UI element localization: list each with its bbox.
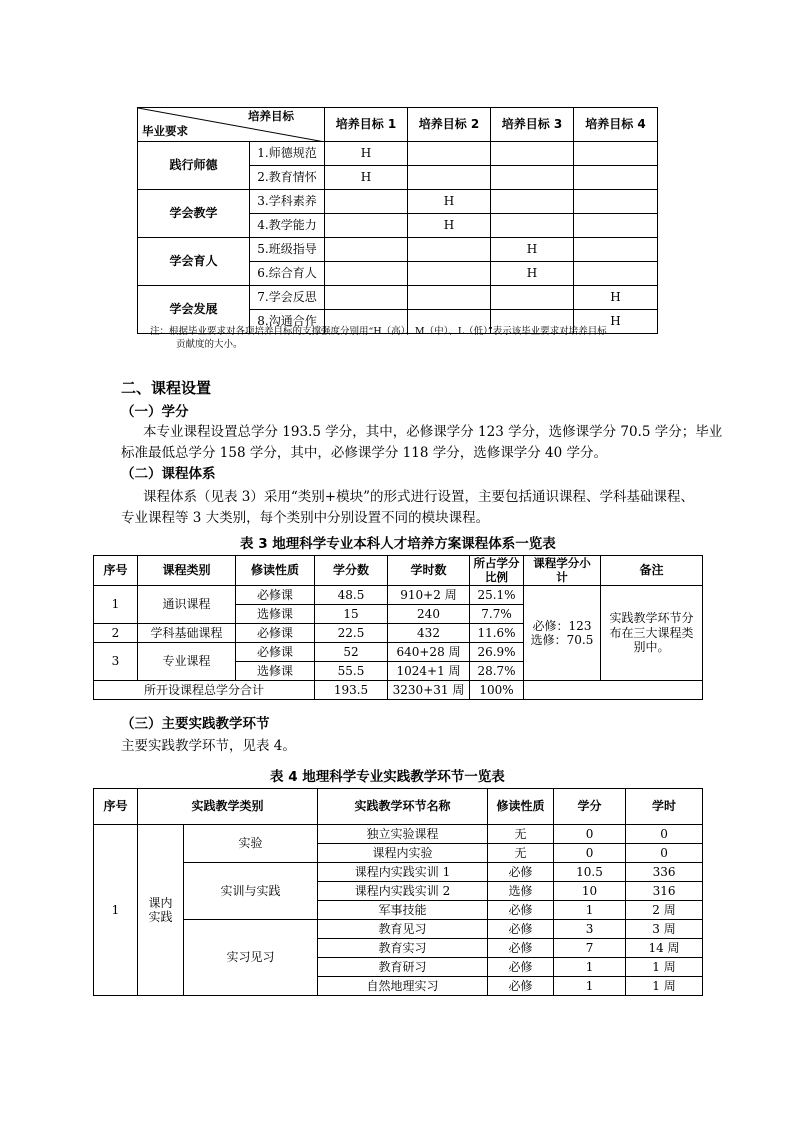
header-cell: 学时 — [626, 789, 703, 825]
credits: 55.5 — [315, 662, 388, 681]
practice-teaching-table — [93, 788, 703, 996]
mark-cell — [408, 286, 491, 310]
credits: 48.5 — [315, 586, 388, 605]
practice-hours: 336 — [626, 863, 703, 882]
hours: 240 — [388, 605, 470, 624]
practice-type: 无 — [488, 825, 554, 844]
mark-cell: H — [491, 262, 574, 286]
total-ratio: 100% — [470, 681, 524, 700]
practice-subcategory: 实验 — [184, 825, 318, 863]
requirement-item: 2.教育情怀 — [250, 166, 325, 190]
subtotal-elective: 选修：70.5 — [530, 633, 594, 647]
credits: 22.5 — [315, 624, 388, 643]
header-cell: 课程学分小计 — [524, 556, 601, 586]
mark-cell — [574, 142, 658, 166]
mark-cell — [574, 262, 658, 286]
practice-subcategory: 实习见习 — [184, 920, 318, 996]
empty-cell — [524, 681, 703, 700]
paragraph-line: 标准最低总学分 158 学分，其中，必修课学分 118 学分，选修课学分 40 学分。 — [121, 445, 607, 461]
header-cell: 所占学分比例 — [470, 556, 524, 586]
header-cell: 修读性质 — [236, 556, 315, 586]
mark-cell — [325, 190, 408, 214]
requirement-item: 1.师德规范 — [250, 142, 325, 166]
graduation-goal-matrix — [137, 107, 658, 334]
practice-type: 必修 — [488, 920, 554, 939]
header-cell: 序号 — [94, 789, 138, 825]
requirement-item: 7.学会反思 — [250, 286, 325, 310]
practice-name: 军事技能 — [318, 901, 488, 920]
mark-cell — [574, 238, 658, 262]
header-cell: 课程类别 — [138, 556, 236, 586]
group-label: 践行师德 — [138, 142, 250, 190]
ratio: 25.1% — [470, 586, 524, 605]
header-cell: 实践教学环节名称 — [318, 789, 488, 825]
practice-name: 课程内实验 — [318, 844, 488, 863]
mark-cell: H — [574, 286, 658, 310]
practice-credits: 0 — [554, 825, 626, 844]
requirement-item: 3.学科素养 — [250, 190, 325, 214]
practice-hours: 316 — [626, 882, 703, 901]
practice-hours: 14 周 — [626, 939, 703, 958]
practice-credits: 0 — [554, 844, 626, 863]
hours: 1024+1 周 — [388, 662, 470, 681]
goal-header-4: 培养目标 4 — [574, 108, 658, 142]
mark-cell — [574, 190, 658, 214]
mark-cell — [491, 214, 574, 238]
mark-cell — [491, 166, 574, 190]
course-category: 通识课程 — [138, 586, 236, 624]
mark-cell — [574, 166, 658, 190]
mark-cell — [325, 214, 408, 238]
header-cell: 序号 — [94, 556, 138, 586]
diagonal-header-cell — [138, 108, 325, 142]
row-number: 2 — [94, 624, 138, 643]
requirement-item: 8.沟通合作 — [250, 310, 325, 334]
header-cell: 学分数 — [315, 556, 388, 586]
corner-top-label: 培养目标 — [248, 109, 294, 123]
ratio: 26.9% — [470, 643, 524, 662]
practice-hours: 0 — [626, 825, 703, 844]
group-label: 学会教学 — [138, 190, 250, 238]
goal-header-3: 培养目标 3 — [491, 108, 574, 142]
corner-bottom-label: 毕业要求 — [142, 124, 188, 139]
mark-cell — [408, 262, 491, 286]
mark-cell — [491, 190, 574, 214]
table1-note — [150, 326, 670, 352]
practice-type: 必修 — [488, 863, 554, 882]
mark-cell — [491, 142, 574, 166]
practice-name: 自然地理实习 — [318, 977, 488, 996]
mark-cell: H — [325, 166, 408, 190]
credits: 52 — [315, 643, 388, 662]
total-label: 所开设课程总学分合计 — [94, 681, 315, 700]
header-cell: 实践教学类别 — [138, 789, 318, 825]
header-cell: 学分 — [554, 789, 626, 825]
mark-cell — [325, 286, 408, 310]
credit-subtotal — [524, 586, 601, 681]
course-type: 选修课 — [236, 662, 315, 681]
course-type: 必修课 — [236, 586, 315, 605]
practice-type: 必修 — [488, 958, 554, 977]
practice-name: 教育研习 — [318, 958, 488, 977]
ratio: 11.6% — [470, 624, 524, 643]
row-number: 1 — [94, 586, 138, 624]
header-cell: 学时数 — [388, 556, 470, 586]
practice-category: 课内实践 — [138, 825, 184, 996]
practice-credits: 10.5 — [554, 863, 626, 882]
subsection-title: （三）主要实践教学环节 — [121, 716, 270, 732]
subsection-title: （一）学分 — [121, 404, 189, 420]
course-system-table — [93, 555, 703, 700]
requirement-item: 5.班级指导 — [250, 238, 325, 262]
course-type: 必修课 — [236, 643, 315, 662]
practice-hours: 2 周 — [626, 901, 703, 920]
header-cell: 修读性质 — [488, 789, 554, 825]
mark-cell: H — [574, 310, 658, 334]
mark-cell: H — [491, 238, 574, 262]
practice-name: 课程内实践实训 2 — [318, 882, 488, 901]
mark-cell — [491, 286, 574, 310]
hours: 432 — [388, 624, 470, 643]
note-line: 注：根据毕业要求对各项培养目标的支撑强度分别用“H（高）、M（中）、L（低）”表示该毕业要求对培养目标 — [150, 326, 607, 337]
requirement-item: 6.综合育人 — [250, 262, 325, 286]
subtotal-required: 必修：123 — [532, 618, 592, 633]
goal-header-2: 培养目标 2 — [408, 108, 491, 142]
mark-cell: H — [325, 142, 408, 166]
goal-header-1: 培养目标 1 — [325, 108, 408, 142]
group-label: 学会育人 — [138, 238, 250, 286]
course-type: 选修课 — [236, 605, 315, 624]
practice-type: 选修 — [488, 882, 554, 901]
practice-hours: 3 周 — [626, 920, 703, 939]
paragraph-line: 主要实践教学环节，见表 4。 — [121, 738, 296, 754]
requirement-item: 4.教学能力 — [250, 214, 325, 238]
practice-hours: 0 — [626, 844, 703, 863]
mark-cell: H — [408, 190, 491, 214]
practice-name: 课程内实践实训 1 — [318, 863, 488, 882]
table4-caption: 表 4 地理科学专业实践教学环节一览表 — [270, 769, 505, 785]
practice-credits: 1 — [554, 977, 626, 996]
practice-name: 独立实验课程 — [318, 825, 488, 844]
mark-cell: H — [408, 214, 491, 238]
practice-credits: 7 — [554, 939, 626, 958]
practice-type: 必修 — [488, 901, 554, 920]
course-category: 专业课程 — [138, 643, 236, 681]
mark-cell — [408, 238, 491, 262]
remark: 实践教学环节分布在三大课程类别中。 — [601, 586, 703, 681]
course-category: 学科基础课程 — [138, 624, 236, 643]
paragraph-line: 专业课程等 3 大类别，每个类别中分别设置不同的模块课程。 — [121, 510, 490, 526]
row-number: 1 — [94, 825, 138, 996]
practice-hours: 1 周 — [626, 977, 703, 996]
hours: 640+28 周 — [388, 643, 470, 662]
section-title: 二、课程设置 — [121, 379, 212, 397]
mark-cell — [408, 142, 491, 166]
subsection-title: （二）课程体系 — [121, 466, 216, 482]
mark-cell — [325, 238, 408, 262]
paragraph-line: 课程体系（见表 3）采用“类别+模块”的形式进行设置，主要包括通识课程、学科基础课程、 — [143, 489, 694, 505]
course-type: 必修课 — [236, 624, 315, 643]
group-label: 学会发展 — [138, 286, 250, 334]
header-cell: 备注 — [601, 556, 703, 586]
practice-credits: 10 — [554, 882, 626, 901]
practice-credits: 3 — [554, 920, 626, 939]
paragraph-line: 本专业课程设置总学分 193.5 学分，其中，必修课学分 123 学分，选修课学分 70.5 学分；毕业 — [143, 424, 723, 440]
practice-credits: 1 — [554, 958, 626, 977]
practice-credits: 1 — [554, 901, 626, 920]
ratio: 28.7% — [470, 662, 524, 681]
practice-hours: 1 周 — [626, 958, 703, 977]
ratio: 7.7% — [470, 605, 524, 624]
practice-type: 无 — [488, 844, 554, 863]
mark-cell — [325, 262, 408, 286]
total-credits: 193.5 — [315, 681, 388, 700]
note-line: 贡献度的大小。 — [176, 338, 243, 350]
practice-name: 教育实习 — [318, 939, 488, 958]
practice-type: 必修 — [488, 939, 554, 958]
practice-subcategory: 实训与实践 — [184, 863, 318, 920]
hours: 910+2 周 — [388, 586, 470, 605]
credits: 15 — [315, 605, 388, 624]
practice-name: 教育见习 — [318, 920, 488, 939]
mark-cell — [408, 166, 491, 190]
mark-cell — [574, 214, 658, 238]
practice-type: 必修 — [488, 977, 554, 996]
total-hours: 3230+31 周 — [388, 681, 470, 700]
row-number: 3 — [94, 643, 138, 681]
table3-caption: 表 3 地理科学专业本科人才培养方案课程体系一览表 — [240, 536, 556, 552]
